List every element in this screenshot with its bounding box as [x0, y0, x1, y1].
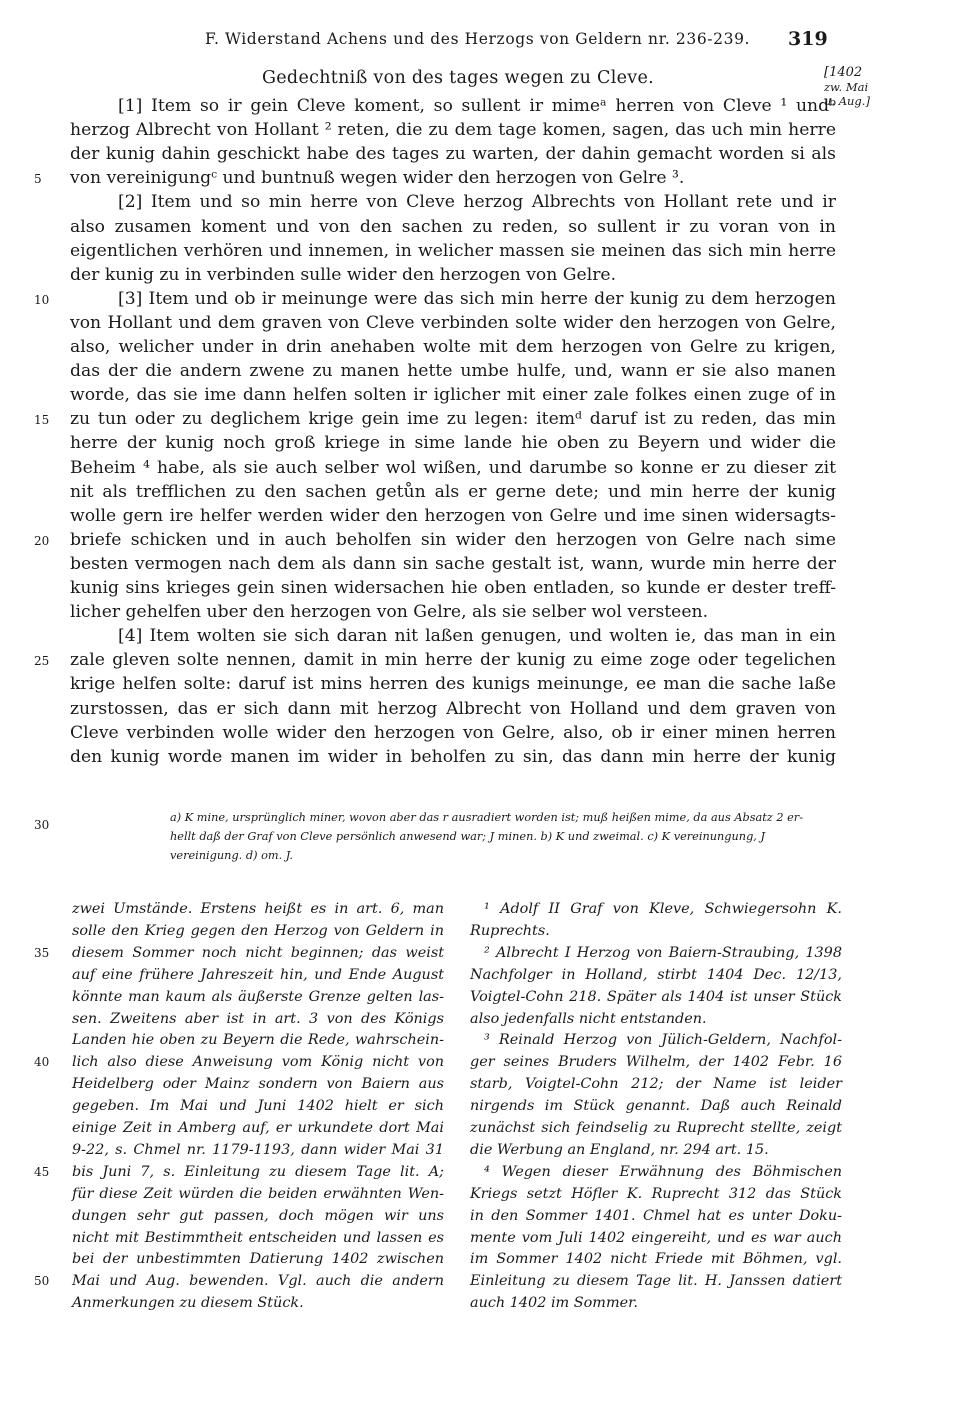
text-line: zale gleven solte nennen, damit in min herre der kunig zu eime zoge oder tegelichen [70, 650, 836, 671]
footnote-line: Mai und Aug. bewenden. Vgl. auch die andern [72, 1273, 444, 1290]
text-line: den kunig worde manen im wider in beholfen zu sin, das dann min herre der kunig [70, 746, 836, 767]
footnote-line: Voigtel-Cohn 218. Später als 1404 ist unser Stück [470, 988, 842, 1005]
footnote-line: Einleitung zu diesem Tage lit. H. Janssen datiert [470, 1273, 842, 1290]
text-line: also, welicher under in drin anehaben wolte mit dem herzogen von Gelre zu krigen, [70, 337, 836, 357]
footnote-line: nirgends im Stück genannt. Daß auch Reinald [470, 1098, 842, 1115]
footnote-line: starb, Voigtel-Cohn 212; der Name ist leider [470, 1076, 842, 1093]
text-line: von vereinigungᶜ und buntnuß wegen wider den herzogen von Gelre ³. [70, 168, 685, 189]
margin-date-range-start: zw. Mai [824, 80, 869, 94]
apparatus-line: vereinigung. d) om. J. [170, 849, 294, 862]
line-number: 45 [34, 1164, 50, 1179]
footnote-line: auf eine frühere Jahreszeit hin, und Ende August [72, 966, 444, 983]
running-header [0, 30, 960, 58]
text-line: licher gehelfen uber den herzogen von Gelre, als sie selber wol versteen. [70, 602, 709, 623]
text-line: worde, das sie ime dann helfen solten ir iglicher mit einer zale folkes einen zuge of in [70, 385, 836, 406]
text-line: der kunig zu in verbinden sulle wider den herzogen von Gelre. [70, 264, 617, 285]
footnote-line: Landen hie oben zu Beyern die Rede, wahrschein- [72, 1032, 444, 1049]
footnote-line: Ruprechts. [470, 922, 550, 939]
footnote-line: für diese Zeit würden die beiden erwähnten Wen- [72, 1185, 444, 1202]
footnote-line: könnte man kaum als äußerste Grenze gelten las- [72, 988, 444, 1005]
line-number: 5 [34, 172, 42, 187]
text-line: [2] Item und so min herre von Cleve herzog Albrechts von Hollant rete und ir [118, 192, 836, 213]
text-line: kunig sins krieges gein sinen widersachen hie oben entladen, so kunde er dester treff- [70, 578, 836, 598]
footnote-line: Nachfolger in Holland, stirbt 1404 Dec. 12/13, [470, 966, 842, 983]
apparatus-line: hellt daß der Graf von Cleve persönlich anwesend war; J minen. b) K und zweimal. c) K vereinungung, J [170, 830, 766, 843]
footnote-line: die Werbung an England, nr. 294 art. 15. [470, 1141, 769, 1158]
footnote-line: auch 1402 im Sommer. [470, 1295, 638, 1312]
text-line: herzog Albrecht von Hollant ² reten, die zu dem tage komen, sagen, das uch min herre [70, 120, 836, 141]
footnote-line: einige Zeit in Amberg auf, er urkundete dort Mai [72, 1120, 444, 1136]
text-line: Beheim ⁴ habe, als sie auch selber wol wißen, und darumbe so konne er zu dieser zit [70, 457, 836, 478]
footnote-line: also jedenfalls nicht entstanden. [470, 1010, 707, 1027]
margin-date-range-end: u. Aug.] [824, 94, 870, 108]
text-line: zurstossen, das er sich dann mit herzog Albrecht von Holland und dem graven von [70, 698, 836, 719]
text-line: besten vermogen nach dem als dann sin sache gestalt ist, wann, wurde min herre der [70, 553, 836, 574]
footnote-line: 9-22, s. Chmel nr. 1179-1193, dann wider Mai 31 [72, 1141, 444, 1158]
text-line: eigentlichen verhören und innemen, in welicher massen sie meinen das sich min herre [70, 240, 836, 261]
footnote-line: lich also diese Anweisung vom König nicht von [72, 1054, 444, 1071]
text-line: von Hollant und dem graven von Cleve verbinden solte wider den herzogen von Gelre, [70, 312, 836, 333]
text-line: krige helfen solte: daruf ist mins herren des kunigs meinunge, ee man die sache laße [70, 674, 836, 695]
text-line: das der die andern zwene zu manen hette umbe hulfe, und, wann er sie also manen [70, 361, 836, 382]
text-line: nit als trefflichen zu den sachen getůn als er gerne dete; und min herre der kunig [70, 481, 836, 502]
footnote-line: Heidelberg oder Mainz sondern von Baiern aus [72, 1076, 444, 1093]
running-title: F. Widerstand Achens und des Herzogs von Geldern nr. 236-239. [205, 30, 751, 48]
line-number: 35 [34, 945, 50, 960]
footnote-line: zwei Umstände. Erstens heißt es in art. 6, man [72, 901, 444, 917]
line-number: 25 [34, 654, 50, 669]
footnote-line: ² Albrecht I Herzog von Baiern-Straubing, 1398 [484, 944, 842, 961]
footnote-line: solle den Krieg gegen den Herzog von Geldern in [72, 922, 444, 939]
text-line: der kunig dahin geschickt habe des tages zu warten, der dahin gemacht worden si als [70, 144, 836, 165]
footnote-line: zunächst sich feindselig zu Ruprecht stellte, zeigt [470, 1120, 842, 1136]
text-line: [3] Item und ob ir meinunge were das sich min herre der kunig zu dem herzogen [118, 288, 836, 309]
footnote-line: Kriegs setzt Höfler K. Ruprecht 312 das Stück [470, 1185, 842, 1202]
footnote-line: gegeben. Im Mai und Juni 1402 hielt er sich [72, 1098, 444, 1115]
text-line: Cleve verbinden wolle wider den herzogen von Gelre, also, ob ir einer minen herren [70, 722, 836, 743]
text-line: [4] Item wolten sie sich daran nit laßen genugen, und wolten ie, das man in ein [118, 626, 836, 647]
footnote-line: ³ Reinald Herzog von Jülich-Geldern, Nachfol- [484, 1032, 842, 1049]
text-line: briefe schicken und in auch beholfen sin wider den herzogen von Gelre nach sime [70, 529, 836, 550]
footnote-line: ¹ Adolf II Graf von Kleve, Schwiegersohn K. [484, 901, 842, 917]
text-line: also zusamen koment und von den sachen zu reden, so sullent ir zu voran von in [70, 216, 836, 237]
footnote-line: dungen sehr gut passen, doch mögen wir uns [72, 1207, 444, 1224]
line-number: 40 [34, 1055, 50, 1070]
line-number: 15 [34, 413, 50, 428]
footnote-line: sen. Zweitens aber ist in art. 3 von des Königs [72, 1010, 444, 1027]
margin-date-year: [1402 [824, 65, 863, 80]
apparatus-line: a) K mine, ursprünglich miner, wovon aber das r ausradiert worden ist; muß heißen mime, da aus Absatz 2 er- [170, 811, 804, 824]
footnote-line: Anmerkungen zu diesem Stück. [72, 1295, 304, 1312]
apparatus-line-number: 30 [34, 818, 50, 832]
text-line: [1] Item so ir gein Cleve koment, so sullent ir mimeᵃ herren von Cleve ¹ undᵇ [118, 96, 836, 116]
footnote-line: nicht mit Bestimmtheit entscheiden und lassen es [72, 1229, 444, 1246]
footnote-line: bis Juni 7, s. Einleitung zu diesem Tage lit. A; [72, 1163, 444, 1180]
footnote-line: mente vom Juli 1402 eingereiht, und es war auch [470, 1229, 842, 1246]
footnote-line: ⁴ Wegen dieser Erwähnung des Böhmischen [484, 1163, 842, 1180]
line-number: 50 [34, 1274, 50, 1289]
line-number: 10 [34, 292, 50, 307]
text-line: herre der kunig noch groß kriege in sime lande hie oben zu Beyern und wider die [70, 433, 836, 454]
text-line: wolle gern ire helfer werden wider den herzogen von Gelre und ime sinen widersagts- [70, 505, 836, 526]
footnote-line: bei der unbestimmten Datierung 1402 zwischen [72, 1251, 444, 1268]
footnote-line: ger seines Bruders Wilhelm, der 1402 Febr. 16 [470, 1054, 842, 1071]
footnote-line: in den Sommer 1401. Chmel hat es unter Doku- [470, 1207, 842, 1224]
footnote-line: im Sommer 1402 nicht Friede mit Böhmen, vgl. [470, 1251, 842, 1268]
line-number: 20 [34, 533, 50, 548]
footnote-line: diesem Sommer noch nicht beginnen; das weist [72, 944, 444, 961]
document-title: Gedechtniß von des tages wegen zu Cleve. [262, 68, 654, 88]
text-line: zu tun oder zu deglichem krige gein ime zu legen: itemᵈ daruf ist zu reden, das min [70, 409, 836, 430]
page-number: 319 [788, 28, 828, 50]
